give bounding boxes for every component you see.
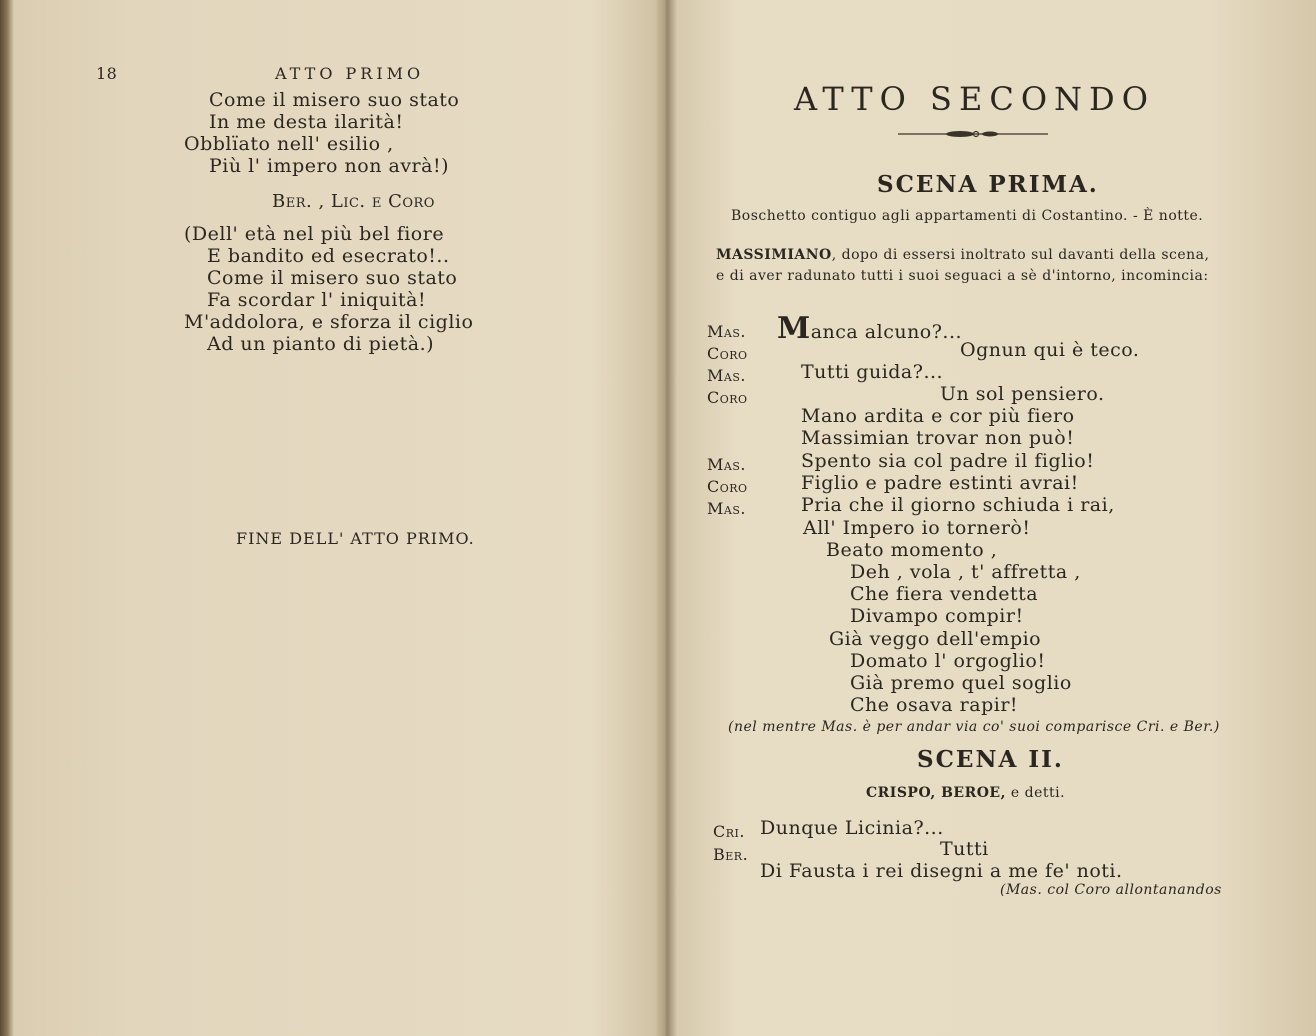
dialogue-line: Beato momento ,	[826, 539, 998, 561]
scene-title: SCENA PRIMA.	[877, 171, 1099, 198]
dialogue-text: anca alcuno?...	[810, 321, 963, 343]
speaker-label: Mas.	[707, 366, 746, 385]
verse-line: Ad un pianto di pietà.)	[207, 333, 435, 355]
dialogue-line: Mano ardita e cor più fiero	[801, 405, 1075, 427]
dialogue-line: Domato l' orgoglio!	[850, 650, 1046, 672]
drop-cap: M	[777, 311, 811, 346]
character-names: CRISPO, BEROE,	[866, 785, 1006, 801]
stage-direction-text: , dopo di essersi inoltrato sul davanti della scena,	[831, 247, 1210, 263]
stage-direction: (nel mentre Mas. è per andar via co' suoi comparisce Cri. e Ber.)	[728, 719, 1220, 735]
dialogue-line: Tutti	[940, 838, 989, 860]
speaker-label: Coro	[707, 477, 748, 496]
speaker-label: Mas.	[707, 499, 746, 518]
page-number: 18	[96, 64, 118, 83]
dialogue-line: Divampo compir!	[850, 605, 1024, 627]
speaker-label: Mas.	[707, 455, 746, 474]
verse-line: Come il misero suo stato	[207, 267, 458, 289]
speaker-label: Mas.	[707, 322, 746, 341]
speaker-label: Coro	[707, 388, 748, 407]
dialogue-line: Tutti guida?...	[801, 361, 944, 383]
verse-line: In me desta ilarità!	[209, 111, 404, 133]
stage-direction: e di aver radunato tutti i suoi seguaci a sè d'intorno, incomincia:	[716, 268, 1209, 284]
dialogue-line: Che osava rapir!	[850, 694, 1019, 716]
speaker-heading: Ber. , Lic. e Coro	[272, 191, 435, 212]
dialogue-line: Pria che il giorno schiuda i rai,	[801, 494, 1115, 516]
dialogue-line: Già premo quel soglio	[850, 672, 1072, 694]
dialogue-line: Un sol pensiero.	[940, 383, 1105, 405]
dialogue-line	[777, 311, 962, 346]
dialogue-line: Spento sia col padre il figlio!	[801, 450, 1095, 472]
dialogue-line: Dunque Licinia?...	[760, 817, 944, 839]
verse-line: Come il misero suo stato	[209, 89, 460, 111]
act-end-note: FINE DELL' ATTO PRIMO.	[236, 529, 475, 548]
scene-characters	[866, 785, 1065, 801]
dialogue-line: All' Impero io tornerò!	[803, 517, 1031, 539]
scene-setting: Boschetto contiguo agli appartamenti di Costantino. - È notte.	[731, 208, 1204, 224]
dialogue-line: Di Fausta i rei disegni a me fe' noti.	[760, 860, 1123, 882]
verse-line: (Dell' età nel più bel fiore	[184, 223, 445, 245]
dialogue-line: Già veggo dell'empio	[829, 628, 1042, 650]
act-title: ATTO SECONDO	[794, 80, 1155, 118]
verse-line: E bandito ed esecrato!..	[207, 245, 450, 267]
dialogue-line: Che fiera vendetta	[850, 583, 1039, 605]
speaker-label: Cri.	[713, 822, 745, 841]
dialogue-line: Massimian trovar non può!	[801, 427, 1075, 449]
speaker-label: Ber.	[713, 845, 749, 864]
stage-direction: (Mas. col Coro allontanandos	[1000, 882, 1222, 898]
character-name: MASSIMIANO	[716, 247, 832, 263]
scene-title: SCENA II.	[917, 746, 1064, 773]
dialogue-line: Ognun qui è teco.	[960, 339, 1140, 361]
dialogue-line: Figlio e padre estinti avrai!	[801, 472, 1079, 494]
stage-direction	[716, 247, 1209, 263]
running-header: ATTO PRIMO	[275, 64, 425, 83]
verse-line: Obblïato nell' esilio ,	[184, 133, 394, 155]
verse-line: Fa scordar l' iniquità!	[207, 289, 427, 311]
speaker-label: Coro	[707, 344, 748, 363]
dialogue-line: Deh , vola , t' affretta ,	[850, 561, 1081, 583]
characters-suffix: e detti.	[1005, 785, 1066, 801]
verse-line: Più l' impero non avrà!)	[209, 155, 450, 177]
ornament-divider	[898, 128, 1048, 140]
verse-line: M'addolora, e sforza il ciglio	[184, 311, 474, 333]
